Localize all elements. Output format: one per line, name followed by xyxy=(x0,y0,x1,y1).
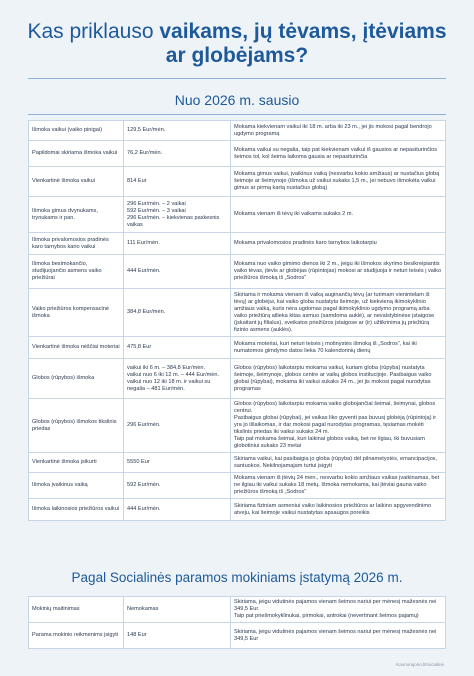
description-cell: Skiriama fiziniam asmeniui vaiko laikinosios priežiūros ar laikino apgyvendinimo atveju, kai šeimoje vaikui nustatytas apsaugos poreikis xyxy=(231,499,446,521)
table-row xyxy=(29,255,446,289)
footer-note: Kaunorajono.lt/socialinė xyxy=(396,662,444,667)
benefit-name-cell: Globos (rūpybos) išmoka xyxy=(29,359,124,399)
page-title xyxy=(0,20,474,68)
amount-cell: 296 Eur/mėn. xyxy=(124,399,231,453)
table-row xyxy=(29,453,446,473)
description-cell: Skiriama ir mokama vienam iš vaiką auginančių tėvų (ar turimam vienintelam iš tėvų) ar globėjui, kai vaiko globa nustatyta šeimoje, už kiekvieną ikimokyklinio amžiaus vaiką, kuris nėra ugdomas pagal ikimokyklinio ugdymo programą arba vaiko priežiūrą atlieka kitas asmuo (samdoma auklė), ar nevalstybinėse įstaigose (įskaitant jų filialus), sveikatos priežiūros įstaigose ar (ir) užtikrinima jų priežiūrą fizinio asmens (auklės). xyxy=(231,289,446,337)
amount-cell: 814 Eur xyxy=(124,167,231,197)
description-cell: Mokama vienam iš tėvų iki vaikams sukaks 2 m. xyxy=(231,197,446,233)
description-cell: Skiriama, jeigu vidutinės pajamos vienam šeimos nariui per mėnesį mažesnės nei 349,5 Eur xyxy=(231,623,446,649)
amount-cell: 592 Eur/mėn. xyxy=(124,473,231,499)
title-bold1: vaikams, jų tėvams, įtėviams xyxy=(159,20,447,43)
benefit-name-cell: Vienkartinė išmoka nėščiai moteriai xyxy=(29,337,124,359)
amount-cell: vaikui iki 6 m. – 384,8 Eur/mėn. vaikui nuo 6 iki 12 m. – 444 Eur/mėn. vaikui nuo 12 iki 18 m. ir vaikui su negalia – 481 Eur/mėn. xyxy=(124,359,231,399)
amount-cell: Nemokamas xyxy=(124,597,231,623)
table-row xyxy=(29,473,446,499)
benefit-name-cell: Išmoka gimus dvynukams, trynukams ir pan. xyxy=(29,197,124,233)
amount-cell: 384,8 Eur/mėn. xyxy=(124,289,231,337)
table-row xyxy=(29,597,446,623)
table-row xyxy=(29,499,446,521)
benefit-name-cell: Papildomai skiriama išmoka vaikui xyxy=(29,141,124,167)
benefit-name-cell: Vienkartinė išmoka vaikui xyxy=(29,167,124,197)
benefit-name-cell: Vienkartinė išmoka įsikurti xyxy=(29,453,124,473)
amount-cell: 148 Eur xyxy=(124,623,231,649)
benefit-name-cell: Parama mokinio reikmenims įsigyti xyxy=(29,623,124,649)
table-row xyxy=(29,359,446,399)
amount-cell: 5550 Eur xyxy=(124,453,231,473)
benefit-name-cell: Išmoka besimokančio, studijuojančio asmens vaiko priežiūrai xyxy=(29,255,124,289)
title-part1: Kas priklauso xyxy=(27,20,160,43)
student-support-table xyxy=(28,596,446,649)
table-row xyxy=(29,167,446,197)
description-cell: Mokama gimus vaikui, įvaikinus vaiką (nesvarbu kokio amžiaus) ar nustačius globą šeimoje ar šeimynoje (išmoka už vaikui sukaks 1,5 m., jei nebuvo išmokėta vaikui gimus ar pirmą kartą nustačius globą) xyxy=(231,167,446,197)
benefit-name-cell: Mokinių maitinimas xyxy=(29,597,124,623)
description-cell: Mokama vaikui su negalia, taip pat kiekvienam vaikui iš gausios ar nepasiturinčios šeimos tol, kol šeima laikoma gausia ar nepasiturinčia xyxy=(231,141,446,167)
amount-cell: 475,8 Eur xyxy=(124,337,231,359)
table-row xyxy=(29,399,446,453)
description-cell: Skiriama vaikui, kai pasibaigia jo globa (rūpyba) dėl pilnametystės, emancipacijos, santuokos. Nekilnojamajam turtui įsigyti xyxy=(231,453,446,473)
amount-cell: 111 Eur/mėn. xyxy=(124,233,231,255)
table-row xyxy=(29,233,446,255)
description-cell: Skiriama, jeigu vidutinės pajamos vienam šeimos nariui per mėnesį mažesnės nei 349,5 Eur. Taip pat priešmokyklinukai, pirmokai, antrokai (nevertinant šeimos pajamų) xyxy=(231,597,446,623)
benefit-name-cell: Vaiko priežiūros kompensacinė išmoka xyxy=(29,289,124,337)
section2-title: Pagal Socialinės paramos mokiniams įstatymą 2026 m. xyxy=(71,570,403,585)
description-cell: Mokama vienam iš įtėvių 24 mėn., nesvarbu kokio amžiaus vaikas įvaikinamas, bet ne ilgiau iki vaikui sukaks 18 metų. Išmoka nemokama, kai įtėviai gauna vaiko priežiūros išmoką iš „Sodros“ xyxy=(231,473,446,499)
divider-section1 xyxy=(28,114,446,115)
description-cell: Globos (rūpybos) laikotarpiu mokama vaiko globojančiai šeimai, šeimynai, globos centrui. Pasibaigus globai (rūpybai), jei vaikas liko gyventi pas buvusį globėją (rūpintoją) ir yra jo išlaikomas, ir dar mokosi pagal nurodytas programas, tęsiamas mokėti tikslinis priedas iki vaikui sukaks 24 m. Taip pat mokama šeimai, kuri laikinai globos vaiką, bet ne ilgiau, iki buvusiam globotiniui sukaks 23 metai xyxy=(231,399,446,453)
description-cell: Mokama kiekvienam vaikui iki 18 m. arba iki 23 m., jei jis mokosi pagal bendrojo ugdymo programą xyxy=(231,121,446,141)
divider-top xyxy=(28,78,446,79)
amount-cell: 76,2 Eur/mėn. xyxy=(124,141,231,167)
table-row xyxy=(29,121,446,141)
amount-cell: 444 Eur/mėn. xyxy=(124,499,231,521)
amount-cell: 296 Eur/mėn. – 2 vaikai 592 Eur/mėn. – 3 vaikai 296 Eur/mėn. – kiekvienas paskesnis vaikas xyxy=(124,197,231,233)
description-cell: Mokama nuo vaiko gimimo dienos iki 2 m., jeigu iki išmokos skyrimo besikreipiantis vaiko tėvas, įtėvis ar globėjas (rūpintojas) mokosi ar studijuoja ir neturi teisės į vaiko priežiūros išmoką iš „Sodros“ xyxy=(231,255,446,289)
table-row xyxy=(29,623,446,649)
benefit-name-cell: Globos (rūpybos) išmokos tikslinis priedas xyxy=(29,399,124,453)
description-cell: Mokama moteriai, kuri neturi teisės į motinystės išmoką iš „Sodros“, kai iki numatomos gimdymo datos lieka 70 kalendorinių dienų xyxy=(231,337,446,359)
benefit-name-cell: Išmoka privalomosios pradinės karo tarnybos kario vaikui xyxy=(29,233,124,255)
benefit-name-cell: Išmoka laikinosios priežiūros vaikui xyxy=(29,499,124,521)
benefit-name-cell: Išmoka įvaikinus vaiką xyxy=(29,473,124,499)
amount-cell: 444 Eur/mėn. xyxy=(124,255,231,289)
description-cell: Globos (rūpybos) laikotarpiu mokama vaikui, kuriam globa (rūpyba) nustatyta šeimoje, šeimynoje, globos centre ar vaikų globos institucijoje. Pasibaigus vaiko globai (rūpybai), mokama iki vaikui sukaks 24 m., jei jis mokosi pagal nurodytas programas xyxy=(231,359,446,399)
table-row xyxy=(29,337,446,359)
benefits-table xyxy=(28,120,446,521)
section1-title: Nuo 2026 m. sausio xyxy=(174,92,300,108)
table-row xyxy=(29,141,446,167)
amount-cell: 129,5 Eur/mėn. xyxy=(124,121,231,141)
description-cell: Mokama privalomosios pradinės karo tarnybos laikotarpiu xyxy=(231,233,446,255)
table-row xyxy=(29,289,446,337)
benefit-name-cell: Išmoka vaikui (vaiko pinigai) xyxy=(29,121,124,141)
title-bold2: ar globėjams? xyxy=(165,44,309,67)
table-row xyxy=(29,197,446,233)
